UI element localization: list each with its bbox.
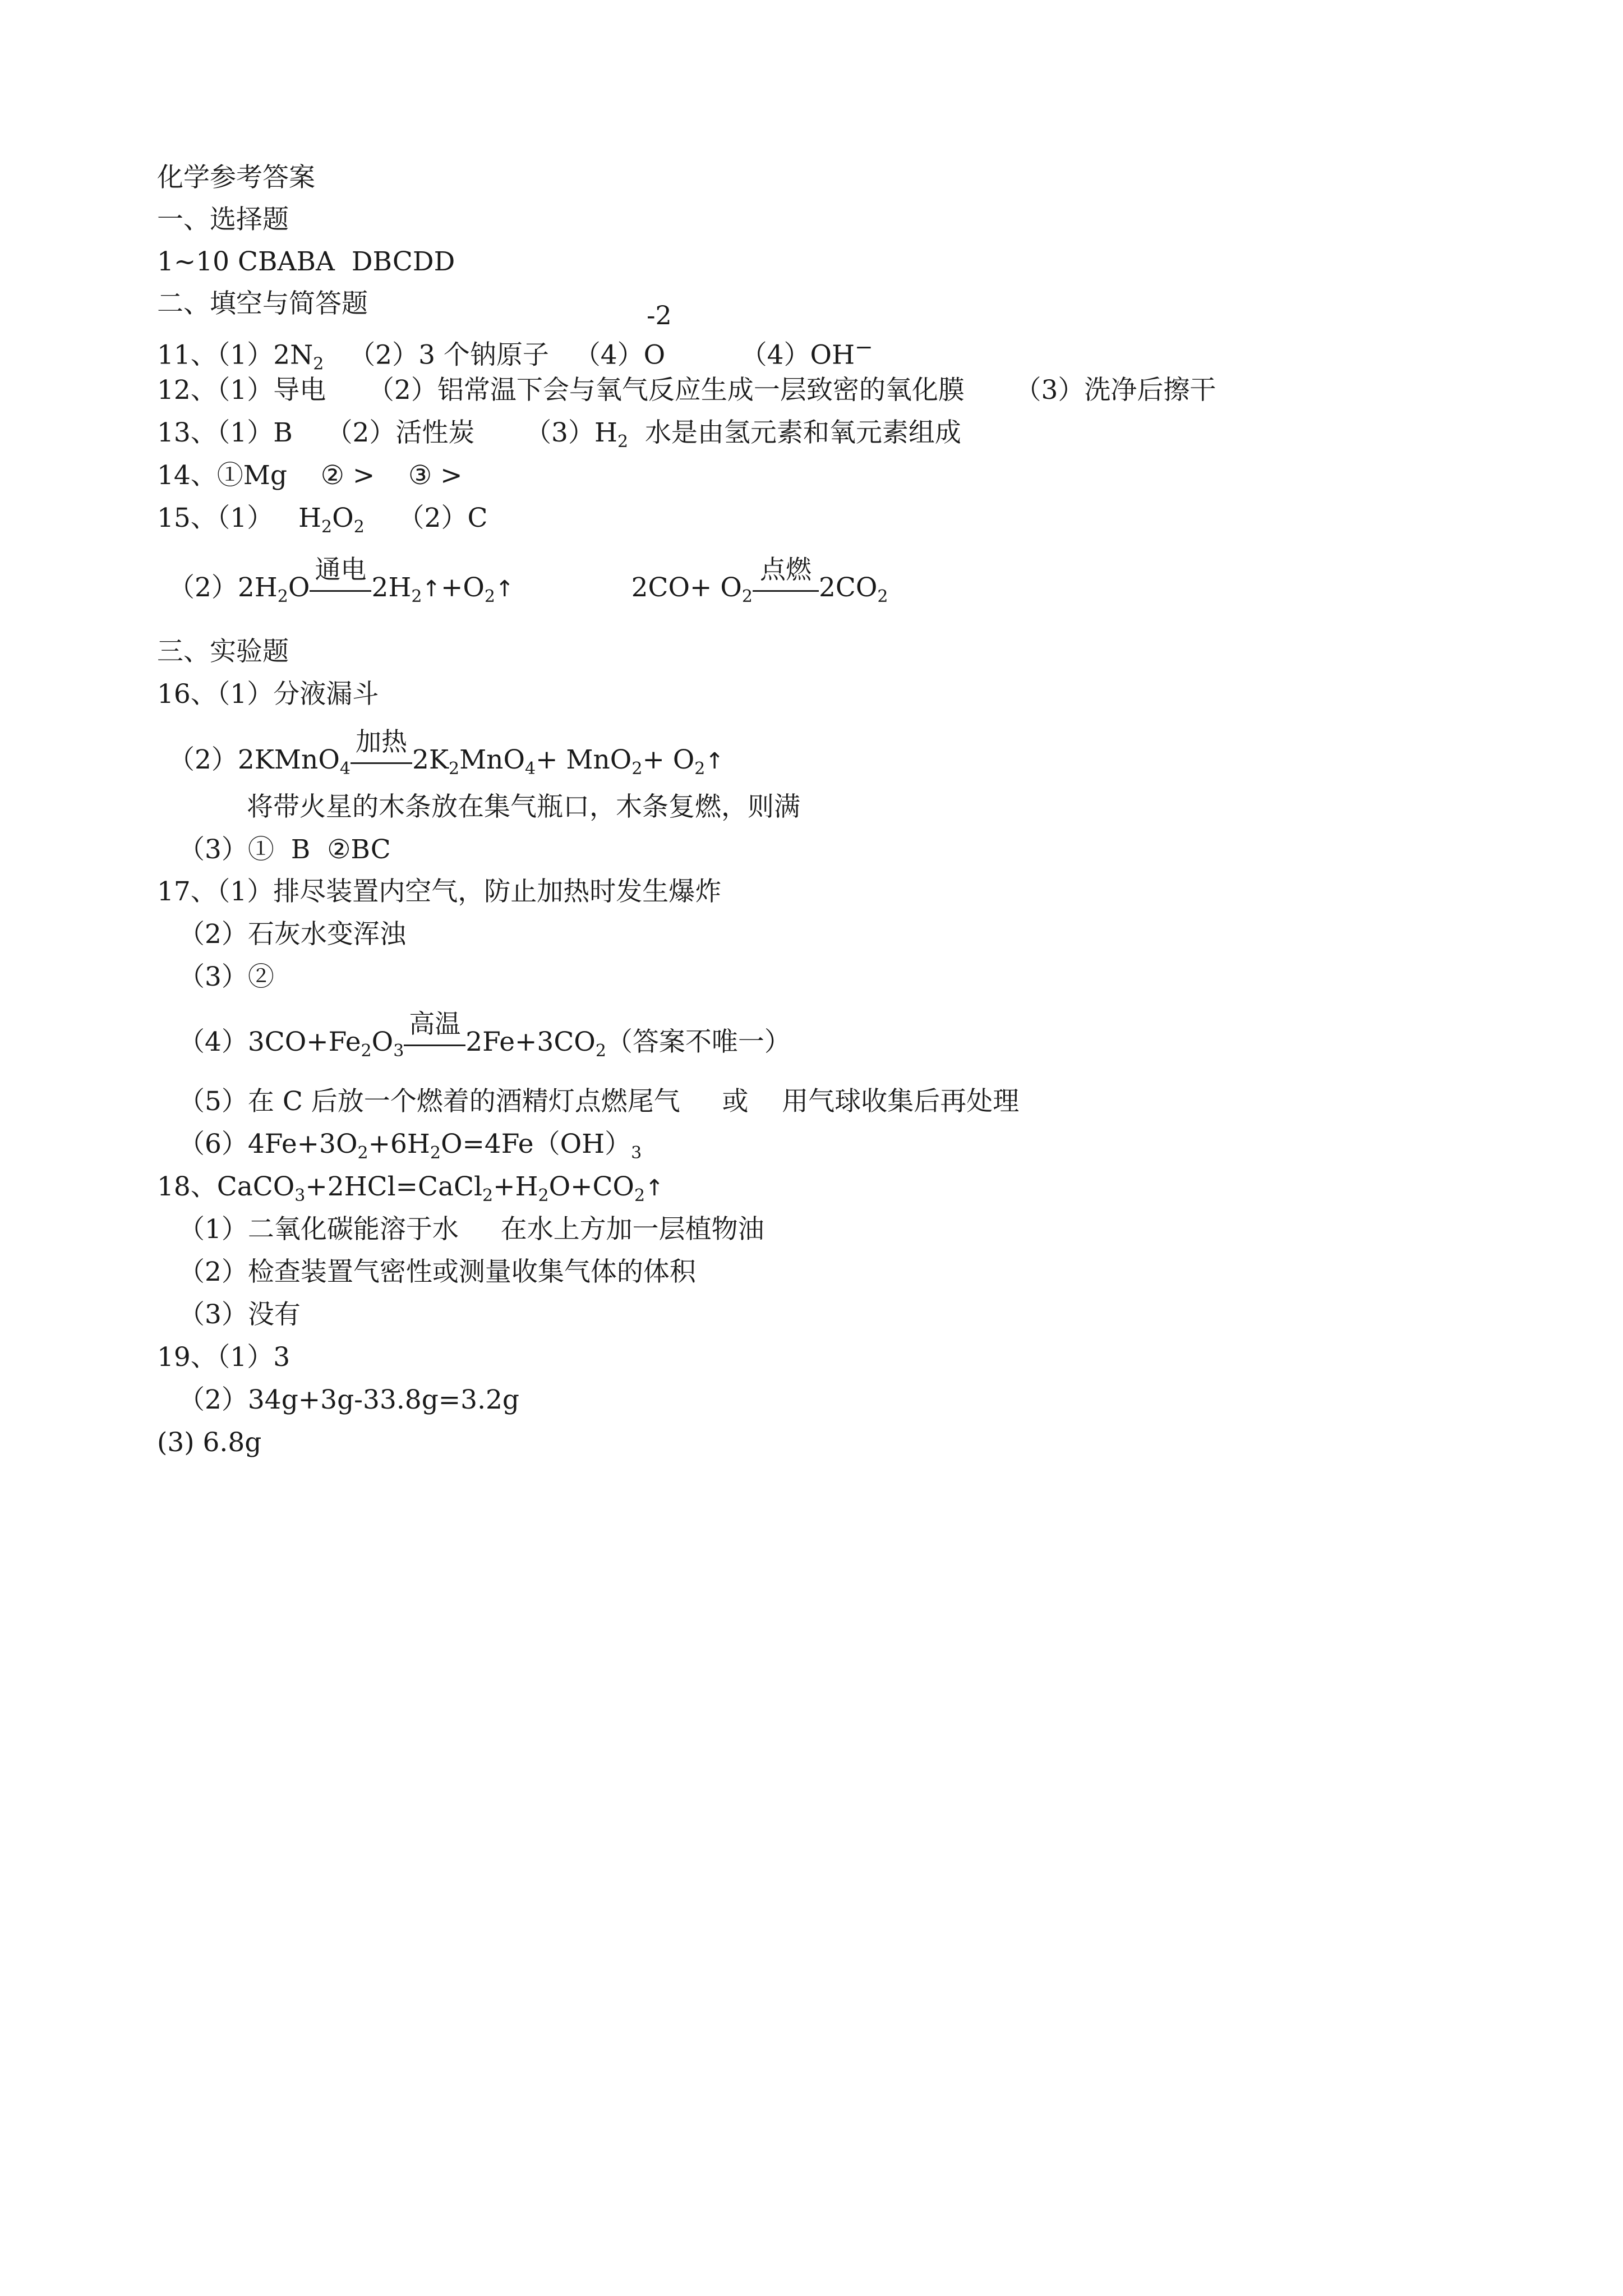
q16-part2-check: 将带火星的木条放在集气瓶口，木条复燃，则满 <box>247 792 800 822</box>
q17-part1: 17、（1）排尽装置内空气，防止加热时发生爆炸 <box>157 876 722 907</box>
q11-answer: 11、$(1)2N_2$ （2）3 个钠原子 （4）O （4）OH− <box>157 335 873 374</box>
q17-part6: $(6)4Fe+3O_2+6H_2O=4Fe(OH)_3$ <box>178 1129 642 1163</box>
q14-answer: 14、①Mg ② > ③ > <box>157 460 463 491</box>
page-title: 化学参考答案 <box>157 162 315 193</box>
q15-equations: $(2)2H_2O$ 通电 $2H_2↑+O_2↑$ $2CO+ O_2$ 点燃 $2CO_2$ <box>168 554 888 606</box>
q19-part3: (3) 6.8g <box>157 1427 262 1458</box>
q17-part5: （5）在 C 后放一个燃着的酒精灯点燃尾气 或 用气球收集后再处理 <box>178 1086 1020 1117</box>
q13-answer: 13、（1）B （2）活性炭 $(3)H_2$ 水是由氢元素和氧元素组成 <box>157 417 961 452</box>
q16-part1: 16、（1）分液漏斗 <box>157 679 379 710</box>
q16-part3: （3）① B ②BC <box>178 834 391 865</box>
q18-part3: （3）没有 <box>178 1299 301 1330</box>
condition-ignite: 点燃 <box>753 572 819 605</box>
q17-part2: （2）石灰水变浑浊 <box>178 919 406 950</box>
q18-equation: 18、$CaCO_3+2HCl=CaCl_2+H_2O+CO_2↑$ <box>157 1171 664 1205</box>
q1-10-answers: 1~10 CBABA DBCDD <box>157 246 455 277</box>
q12-answer: 12、（1）导电 （2）铝常温下会与氧气反应生成一层致密的氧化膜 （3）洗净后擦干 <box>157 375 1216 406</box>
q18-part1: （1）二氧化碳能溶于水 在水上方加一层植物油 <box>178 1214 764 1245</box>
gas-arrow-icon: ↑ <box>495 576 514 602</box>
q18-part2: （2）检查装置气密性或测量收集气体的体积 <box>178 1257 696 1287</box>
q15-answer: 15、（1） $H_2O_2$ （2）C <box>157 503 488 537</box>
gas-arrow-icon: ↑ <box>705 748 724 774</box>
q17-part3: （3）② <box>178 961 274 992</box>
section-3-heading: 三、实验题 <box>157 636 289 667</box>
q17-part4-equation: $(4)3CO+Fe_2O_3$ 高温 $2Fe+3CO_2$（答案不唯一） <box>178 1009 791 1061</box>
q16-part2-equation: （2）2KMnO$_4$ 加热 $2K_2MnO_4+ MnO_2+$ $O_2↑$ <box>168 726 724 779</box>
gas-arrow-icon: ↑ <box>645 1175 664 1201</box>
section-2-heading: 二、填空与简答题 <box>157 288 368 319</box>
section-1-heading: 一、选择题 <box>157 204 289 235</box>
q19-part1: 19、（1）3 <box>157 1342 291 1373</box>
q11-valence-mark: -2 <box>647 300 672 330</box>
condition-high-temp: 高温 <box>404 1026 465 1060</box>
q19-part2: （2）34g+3g-33.8g=3.2g <box>178 1384 519 1415</box>
gas-arrow-icon: ↑ <box>422 576 441 602</box>
condition-electrolysis: 通电 <box>310 572 371 605</box>
condition-heat: 加热 <box>351 744 412 777</box>
